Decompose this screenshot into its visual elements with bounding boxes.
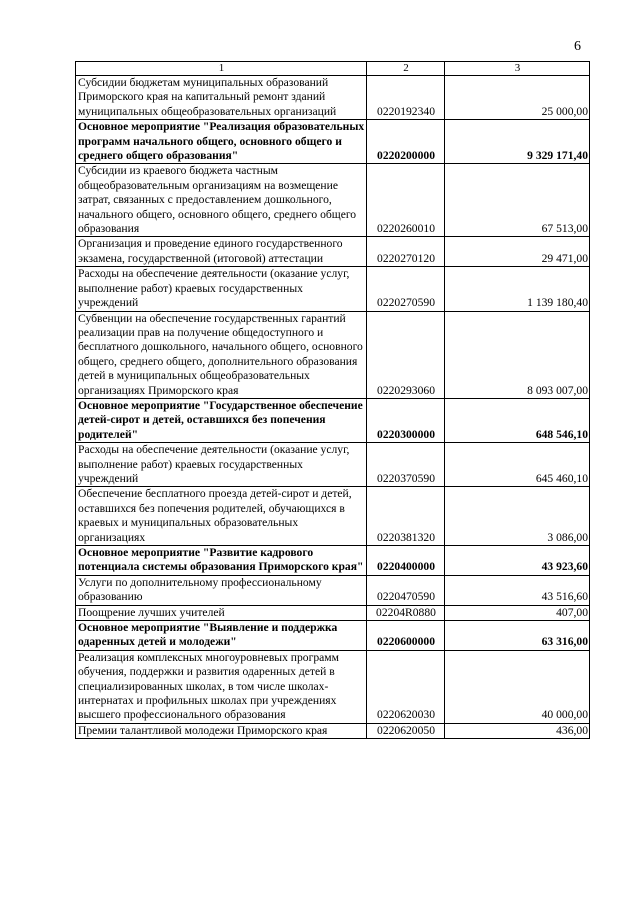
column-header: 3 xyxy=(445,62,590,76)
row-code-cell: 0220300000 xyxy=(367,398,445,442)
row-code-cell: 02204R0880 xyxy=(367,605,445,620)
row-name-cell: Премии талантливой молодежи Приморского края xyxy=(76,723,367,738)
row-code-cell: 0220270590 xyxy=(367,267,445,311)
row-code-cell: 0220400000 xyxy=(367,546,445,576)
row-code-cell: 0220381320 xyxy=(367,487,445,546)
table-row xyxy=(76,650,590,723)
row-amount-cell: 43 923,60 xyxy=(445,546,590,576)
table-row xyxy=(76,546,590,576)
row-amount-cell: 40 000,00 xyxy=(445,650,590,723)
row-amount-cell: 645 460,10 xyxy=(445,443,590,487)
table-row xyxy=(76,164,590,237)
table-row xyxy=(76,120,590,164)
row-amount-cell: 407,00 xyxy=(445,605,590,620)
row-name-cell: Основное мероприятие "Реализация образовательных программ начального общего, основного общего и среднего общего образования" xyxy=(76,120,367,164)
row-code-cell: 0220470590 xyxy=(367,575,445,605)
row-code-cell: 0220200000 xyxy=(367,120,445,164)
column-header: 2 xyxy=(367,62,445,76)
row-amount-cell: 9 329 171,40 xyxy=(445,120,590,164)
row-amount-cell: 29 471,00 xyxy=(445,237,590,267)
row-name-cell: Субсидии бюджетам муниципальных образований Приморского края на капитальный ремонт зданий муниципальных общеобразовательных организаций xyxy=(76,76,367,120)
row-code-cell: 0220620030 xyxy=(367,650,445,723)
row-name-cell: Обеспечение бесплатного проезда детей-сирот и детей, оставшихся без попечения родителей, обучающихся в краевых и муниципальных образовательных организациях xyxy=(76,487,367,546)
row-name-cell: Организация и проведение единого государственного экзамена, государственной (итоговой) аттестации xyxy=(76,237,367,267)
row-amount-cell: 25 000,00 xyxy=(445,76,590,120)
table-row xyxy=(76,621,590,651)
row-amount-cell: 67 513,00 xyxy=(445,164,590,237)
row-name-cell: Расходы на обеспечение деятельности (оказание услуг, выполнение работ) краевых государственных учреждений xyxy=(76,443,367,487)
column-header: 1 xyxy=(76,62,367,76)
page-number: 6 xyxy=(574,39,581,54)
table-row xyxy=(76,398,590,442)
row-amount-cell: 648 546,10 xyxy=(445,398,590,442)
row-code-cell: 0220270120 xyxy=(367,237,445,267)
row-name-cell: Поощрение лучших учителей xyxy=(76,605,367,620)
row-code-cell: 0220370590 xyxy=(367,443,445,487)
table-row xyxy=(76,76,590,120)
budget-table xyxy=(75,61,590,739)
row-code-cell: 0220192340 xyxy=(367,76,445,120)
table-row xyxy=(76,605,590,620)
table-row xyxy=(76,723,590,738)
table-row xyxy=(76,575,590,605)
row-amount-cell: 436,00 xyxy=(445,723,590,738)
table-row xyxy=(76,443,590,487)
row-amount-cell: 8 093 007,00 xyxy=(445,311,590,398)
row-name-cell: Субсидии из краевого бюджета частным общеобразовательным организациям на возмещение затрат, связанных с предоставлением дошкольного, начального общего, основного общего, среднего общего образования xyxy=(76,164,367,237)
row-amount-cell: 3 086,00 xyxy=(445,487,590,546)
row-name-cell: Основное мероприятие "Выявление и поддержка одаренных детей и молодежи" xyxy=(76,621,367,651)
row-name-cell: Основное мероприятие "Развитие кадрового потенциала системы образования Приморского края" xyxy=(76,546,367,576)
table-row xyxy=(76,487,590,546)
row-name-cell: Субвенции на обеспечение государственных гарантий реализации прав на получение общедоступного и бесплатного дошкольного, начального общего, основного общего, среднего общего, дополнительного образования детей в муниципальных общеобразовательных организациях Приморского края xyxy=(76,311,367,398)
row-amount-cell: 1 139 180,40 xyxy=(445,267,590,311)
table-row xyxy=(76,267,590,311)
row-code-cell: 0220620050 xyxy=(367,723,445,738)
row-name-cell: Основное мероприятие "Государственное обеспечение детей-сирот и детей, оставшихся без попечения родителей" xyxy=(76,398,367,442)
row-name-cell: Реализация комплексных многоуровневых программ обучения, поддержки и развития одаренных детей в специализированных школах, в том числе школах-интернатах и профильных школах при учреждениях высшего профессионального образования xyxy=(76,650,367,723)
row-amount-cell: 63 316,00 xyxy=(445,621,590,651)
table-row xyxy=(76,237,590,267)
table-header-row xyxy=(76,62,590,76)
row-code-cell: 0220600000 xyxy=(367,621,445,651)
row-name-cell: Услуги по дополнительному профессиональному образованию xyxy=(76,575,367,605)
table-row xyxy=(76,311,590,398)
row-code-cell: 0220260010 xyxy=(367,164,445,237)
row-amount-cell: 43 516,60 xyxy=(445,575,590,605)
row-name-cell: Расходы на обеспечение деятельности (оказание услуг, выполнение работ) краевых государственных учреждений xyxy=(76,267,367,311)
row-code-cell: 0220293060 xyxy=(367,311,445,398)
